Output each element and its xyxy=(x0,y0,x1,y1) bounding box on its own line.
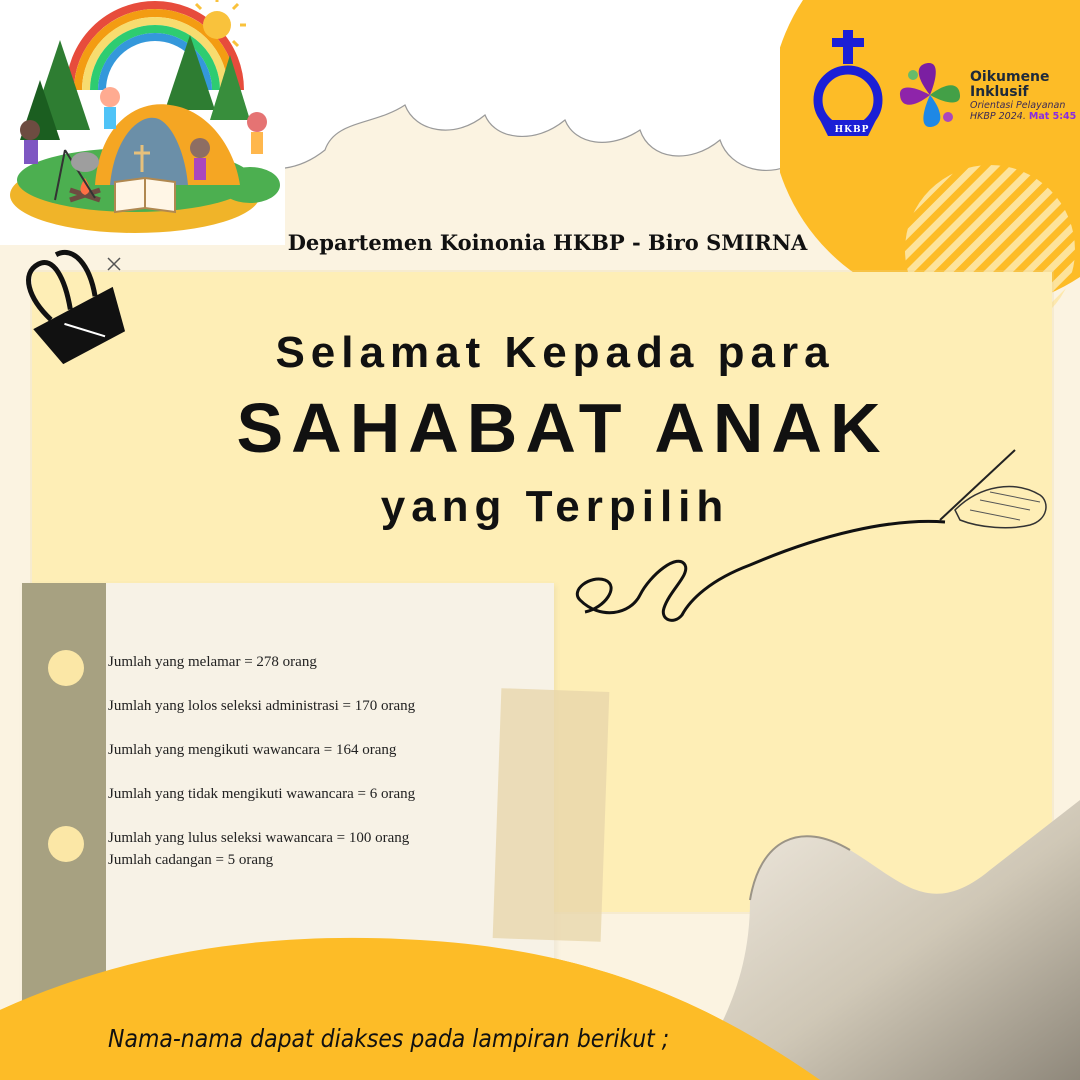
title-line-2: SAHABAT ANAK xyxy=(236,389,889,467)
camping-kids-illustration xyxy=(0,0,285,245)
oikumene-year-line xyxy=(970,111,1076,122)
paper-hole xyxy=(48,826,84,862)
stat-interviewed: Jumlah yang mengikuti wawancara = 164 orang xyxy=(108,742,397,758)
stat-admin-passed: Jumlah yang lolos seleksi administrasi = 170 orang xyxy=(108,698,416,714)
stat-reserve: Jumlah cadangan = 5 orang xyxy=(108,852,274,868)
bottom-yellow-wave-front xyxy=(0,930,830,1080)
hand-with-pen-sketch xyxy=(560,440,1060,630)
stat-interview-passed: Jumlah yang lulus seleksi wawancara = 100 orang xyxy=(108,830,410,846)
title-line-1: Selamat Kepada para xyxy=(275,328,835,377)
oikumene-year: HKBP 2024. xyxy=(970,111,1026,122)
stat-not-interviewed: Jumlah yang tidak mengikuti wawancara = 6 orang xyxy=(108,786,416,802)
stat-applicants: Jumlah yang melamar = 278 orang xyxy=(108,654,317,670)
hkbp-logo-text: HKBP xyxy=(834,125,870,135)
footer-note: Nama-nama dapat diakses pada lampiran berikut ; xyxy=(108,1024,670,1053)
oikumene-swirl-logo xyxy=(893,55,968,135)
oikumene-title xyxy=(970,70,1050,100)
oikumene-title-line1: Oikumene xyxy=(970,69,1050,85)
masking-tape xyxy=(493,688,610,942)
department-heading: Departemen Koinonia HKBP - Biro SMIRNA xyxy=(287,230,808,255)
oikumene-subtitle: Orientasi Pelayanan xyxy=(970,100,1066,111)
title-line-3: yang Terpilih xyxy=(380,482,730,531)
oikumene-title-line2: Inklusif xyxy=(970,84,1029,100)
paper-hole xyxy=(48,650,84,686)
oikumene-verse: Mat 5:45 xyxy=(1028,111,1077,122)
